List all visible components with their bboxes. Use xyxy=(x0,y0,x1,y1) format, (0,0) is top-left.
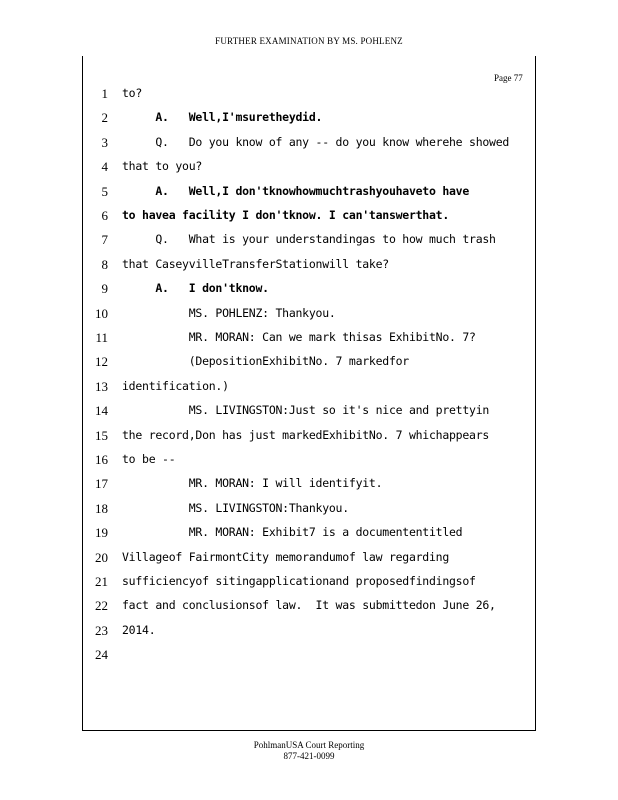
line-number: 7 xyxy=(101,232,108,248)
transcript-line xyxy=(0,379,618,403)
line-text: 2014. xyxy=(122,622,156,637)
transcript-line xyxy=(0,306,618,330)
transcript-line xyxy=(0,452,618,476)
transcript-line xyxy=(0,501,618,525)
transcript-line xyxy=(0,232,618,256)
line-text: MS. LIVINGSTON:Thankyou. xyxy=(122,500,349,515)
line-number: 2 xyxy=(101,110,108,126)
transcript-line xyxy=(0,184,618,208)
transcript-line xyxy=(0,550,618,574)
transcript-line xyxy=(0,525,618,549)
transcript-line xyxy=(0,86,618,110)
line-number: 16 xyxy=(95,452,108,467)
page-footer xyxy=(0,740,618,762)
line-text: that to you? xyxy=(122,159,203,174)
line-number: 9 xyxy=(101,281,108,297)
footer-company: PohlmanUSA Court Reporting xyxy=(253,740,365,750)
line-text: that CaseyvilleTransferStationwill take? xyxy=(122,256,389,271)
line-text: Q. What is your understandingas to how much trash xyxy=(122,232,496,247)
line-text: to havea facility I don'tknow. I can'tanswerthat. xyxy=(122,208,450,222)
transcript-line xyxy=(0,598,618,622)
transcript-line xyxy=(0,110,618,134)
line-text: MR. MORAN: Exhibit7 is a documententitled xyxy=(122,525,463,540)
page-number: Page 77 xyxy=(494,73,523,83)
line-number: 13 xyxy=(95,378,108,394)
line-number: 19 xyxy=(95,525,108,541)
line-number: 4 xyxy=(101,159,108,175)
line-number: 15 xyxy=(95,427,108,443)
line-number: 14 xyxy=(95,403,108,419)
transcript-line xyxy=(0,476,618,500)
line-text: (DepositionExhibitNo. 7 markedfor xyxy=(122,354,409,369)
line-number: 17 xyxy=(95,476,108,492)
transcript-line xyxy=(0,428,618,452)
transcript-line xyxy=(0,647,618,671)
line-number: 11 xyxy=(95,330,108,345)
transcript-line xyxy=(0,135,618,159)
transcript-line xyxy=(0,281,618,305)
line-number: 22 xyxy=(95,598,108,614)
line-number: 12 xyxy=(95,354,108,370)
transcript-line xyxy=(0,403,618,427)
line-text: to? xyxy=(122,86,143,100)
line-number: 18 xyxy=(95,500,108,516)
line-text: MR. MORAN: Can we mark thisas ExhibitNo. 7? xyxy=(122,330,476,344)
transcript-line xyxy=(0,623,618,647)
line-number: 24 xyxy=(95,647,108,663)
transcript-line xyxy=(0,574,618,598)
line-text: sufficiencyof sitingapplicationand proposedfindingsof xyxy=(122,574,476,588)
line-text: fact and conclusionsof law. It was submittedon June 26, xyxy=(122,598,496,613)
line-text: MS. LIVINGSTON:Just so it's nice and prettyin xyxy=(122,403,490,418)
transcript-line xyxy=(0,354,618,378)
line-number: 1 xyxy=(101,86,108,101)
transcript-line xyxy=(0,159,618,183)
line-text: MR. MORAN: I will identifyit. xyxy=(122,476,383,491)
line-number: 23 xyxy=(95,622,108,638)
footer-phone: 877-421-0099 xyxy=(283,751,335,761)
line-text: Q. Do you know of any -- do you know wherehe showed xyxy=(122,134,510,149)
line-text: the record,Don has just markedExhibitNo. 7 whichappears xyxy=(122,427,490,442)
page-header: FURTHER EXAMINATION BY MS. POHLENZ xyxy=(215,36,403,46)
line-text: A. Well,I'msuretheydid. xyxy=(122,110,323,125)
line-number: 3 xyxy=(101,134,108,150)
line-text: A. I don'tknow. xyxy=(122,281,269,296)
line-text: identification.) xyxy=(122,378,229,393)
line-number: 8 xyxy=(101,256,108,272)
line-number: 20 xyxy=(95,549,108,565)
line-text: MS. POHLENZ: Thankyou. xyxy=(122,305,336,320)
line-number: 21 xyxy=(95,574,108,589)
line-number: 6 xyxy=(101,208,108,223)
transcript-line xyxy=(0,330,618,354)
line-text: Villageof FairmontCity memorandumof law regarding xyxy=(122,549,450,564)
line-number: 5 xyxy=(101,183,108,199)
line-number: 10 xyxy=(95,305,108,321)
line-text: A. Well,I don'tknowhowmuchtrashyouhaveto have xyxy=(122,183,470,198)
line-text: to be -- xyxy=(122,452,176,466)
transcript-line xyxy=(0,257,618,281)
transcript-line xyxy=(0,208,618,232)
